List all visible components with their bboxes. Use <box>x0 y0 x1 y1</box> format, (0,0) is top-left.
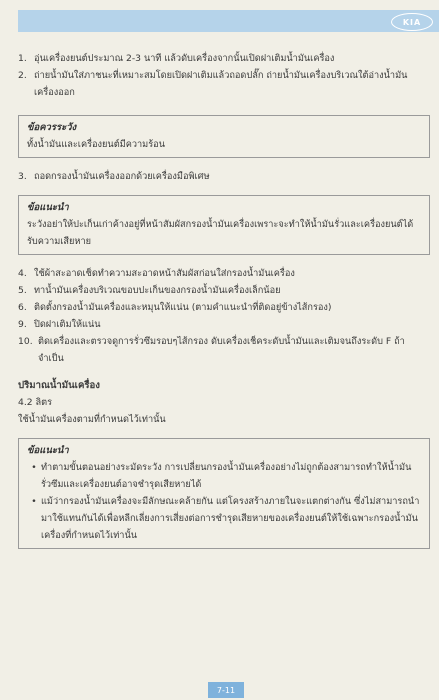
step-number: 5. <box>18 285 27 296</box>
page-content <box>18 50 430 555</box>
step-number: 4. <box>18 268 27 279</box>
step-text: ถอดกรองน้ำมันเครื่องออกด้วยเครื่องมือพิเศษ <box>34 171 210 182</box>
step-10 <box>18 333 430 367</box>
step-number: 3. <box>18 171 27 182</box>
step-text: ปิดฝาเติมให้แน่น <box>34 319 101 330</box>
step-2 <box>18 67 430 101</box>
step-text: ทาน้ำมันเครื่องบริเวณขอบปะเก็นของกรองน้ำมันเครื่องเล็กน้อย <box>34 285 281 296</box>
step-6 <box>18 299 430 316</box>
step-number: 6. <box>18 302 27 313</box>
note-bullet <box>27 459 421 493</box>
step-number: 9. <box>18 319 27 330</box>
bullet-text: ทำตามขั้นตอนอย่างระมัดระวัง การเปลี่ยนกรองน้ำมันเครื่องอย่างไม่ถูกต้องสามารถทำให้น้ำมันรั่วซึมและเครื่องยนต์อาจชำรุดเสียหายได้ <box>41 462 412 490</box>
step-text: ถ่ายน้ำมันใส่ภาชนะที่เหมาะสมโดยเปิดฝาเติมแล้วถอดปลั๊ก ถ่ายน้ำมันเครื่องบริเวณใต้อ่างน้ำมันเครื่องออก <box>34 70 408 98</box>
header-band <box>18 10 439 32</box>
note-title: ข้อแนะนำ <box>27 202 69 213</box>
note-box <box>18 195 430 255</box>
page-number: 7-11 <box>208 682 244 698</box>
note-title: ข้อแนะนำ <box>27 445 69 456</box>
step-text: ติดตั้งกรองน้ำมันเครื่องและหมุนให้แน่น (ตามคำแนะนำที่ติดอยู่ข้างไส้กรอง) <box>34 302 332 313</box>
caution-title: ข้อควรระวัง <box>27 122 77 133</box>
bullet-dot-icon: • <box>31 496 37 507</box>
note-box-2 <box>18 438 430 549</box>
capacity-note: ใช้น้ำมันเครื่องตามที่กำหนดไว้เท่านั้น <box>18 414 166 425</box>
kia-logo: KIA <box>391 13 433 31</box>
capacity-heading: ปริมาณน้ำมันเครื่อง <box>18 380 100 391</box>
note-text: ระวังอย่าให้ปะเก็นเก่าค้างอยู่ที่หน้าสัมผัสกรองน้ำมันเครื่องเพราะจะทำให้น้ำมันรั่วและเครื่องยนต์ได้รับความเสียหาย <box>27 219 414 247</box>
step-number: 2. <box>18 70 27 81</box>
step-number: 10. <box>18 336 33 347</box>
bullet-text: แม้ว่ากรองน้ำมันเครื่องจะมีลักษณะคล้ายกัน แต่โครงสร้างภายในจะแตกต่างกัน ซึ่งไม่สามารถนำมาใช้แทนกันได้เพื่อหลีกเลี่ยงการเสี่ยงต่อการชำรุดเสียหายของเครื่องยนต์ให้ใช้เฉพาะกรองน้ำมันเครื่องที่กำหนดไว้เท่านั้น <box>41 496 420 541</box>
note-bullet <box>27 493 421 544</box>
capacity-value: 4.2 ลิตร <box>18 397 53 408</box>
step-4 <box>18 265 430 282</box>
step-number: 1. <box>18 53 27 64</box>
step-9 <box>18 316 430 333</box>
step-5 <box>18 282 430 299</box>
step-text: อุ่นเครื่องยนต์ประมาณ 2-3 นาที แล้วดับเครื่องจากนั้นเปิดฝาเติมน้ำมันเครื่อง <box>34 53 335 64</box>
step-3 <box>18 168 430 185</box>
step-text: ติดเครื่องและตรวจดูการรั่วซึมรอบๆไส้กรอง ดับเครื่องเช็คระดับน้ำมันและเติมจนถึงระดับ F ถ้าจำเป็น <box>38 336 405 364</box>
step-text: ใช้ผ้าสะอาดเช็ดทำความสะอาดหน้าสัมผัสก่อนใส่กรองน้ำมันเครื่อง <box>34 268 295 279</box>
caution-box <box>18 115 430 158</box>
bullet-dot-icon: • <box>31 462 37 473</box>
caution-text: ทั้งน้ำมันและเครื่องยนต์มีความร้อน <box>27 139 165 150</box>
step-1 <box>18 50 430 67</box>
